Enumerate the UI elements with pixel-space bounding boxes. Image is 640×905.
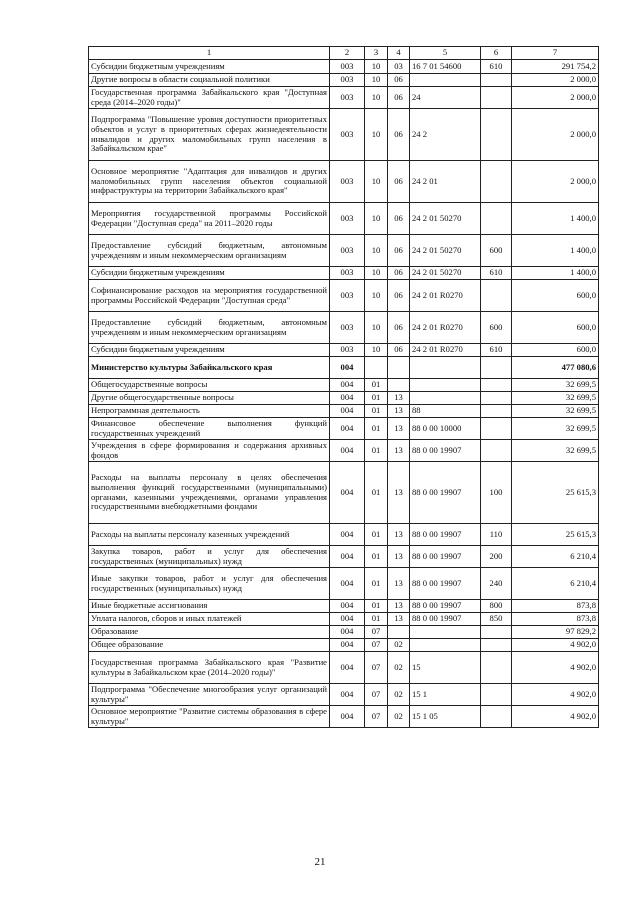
row-subsection-code (388, 626, 410, 639)
table-row (89, 357, 599, 379)
row-name: Предоставление субсидий бюджетным, автономным учреждениям и иным некоммерческим организациям (89, 235, 330, 267)
row-section-code: 07 (365, 652, 388, 684)
row-amount: 4 902,0 (512, 652, 599, 684)
row-expense-type: 610 (481, 60, 512, 74)
row-admin-code: 004 (330, 568, 365, 600)
row-amount: 4 902,0 (512, 684, 599, 706)
header-col-expense-type: 6 (481, 47, 512, 60)
table-row (89, 161, 599, 203)
row-target-code (410, 357, 481, 379)
row-section-code: 01 (365, 524, 388, 546)
row-expense-type: 600 (481, 235, 512, 267)
table-row (89, 392, 599, 405)
row-subsection-code: 02 (388, 706, 410, 728)
row-subsection-code: 06 (388, 344, 410, 357)
table-row (89, 418, 599, 440)
row-section-code (365, 357, 388, 379)
row-subsection-code (388, 357, 410, 379)
row-expense-type: 610 (481, 267, 512, 280)
table-row (89, 568, 599, 600)
row-amount: 873,8 (512, 613, 599, 626)
row-expense-type: 610 (481, 344, 512, 357)
row-expense-type (481, 379, 512, 392)
table-row (89, 87, 599, 109)
row-section-code: 10 (365, 161, 388, 203)
row-target-code: 88 0 00 19907 (410, 546, 481, 568)
row-section-code: 10 (365, 344, 388, 357)
row-target-code: 88 0 00 19907 (410, 524, 481, 546)
row-name: Образование (89, 626, 330, 639)
row-subsection-code: 06 (388, 74, 410, 87)
row-expense-type (481, 392, 512, 405)
table-row (89, 613, 599, 626)
table-row (89, 639, 599, 652)
table-row (89, 235, 599, 267)
row-admin-code: 004 (330, 462, 365, 524)
row-name: Другие вопросы в области социальной политики (89, 74, 330, 87)
row-name: Министерство культуры Забайкальского края (89, 357, 330, 379)
row-section-code: 10 (365, 87, 388, 109)
row-amount: 2 000,0 (512, 74, 599, 87)
row-expense-type: 800 (481, 600, 512, 613)
row-admin-code: 004 (330, 418, 365, 440)
row-admin-code: 004 (330, 392, 365, 405)
row-expense-type: 110 (481, 524, 512, 546)
row-section-code: 10 (365, 280, 388, 312)
row-target-code: 15 1 05 (410, 706, 481, 728)
row-admin-code: 004 (330, 440, 365, 462)
row-expense-type (481, 652, 512, 684)
row-admin-code: 003 (330, 60, 365, 74)
table-row (89, 267, 599, 280)
row-expense-type: 600 (481, 312, 512, 344)
row-target-code: 88 0 00 19907 (410, 600, 481, 613)
row-section-code: 10 (365, 60, 388, 74)
row-section-code: 10 (365, 235, 388, 267)
row-subsection-code: 06 (388, 267, 410, 280)
row-target-code: 24 2 01 R0270 (410, 344, 481, 357)
row-admin-code: 003 (330, 109, 365, 161)
row-amount: 25 615,3 (512, 524, 599, 546)
row-expense-type (481, 280, 512, 312)
row-subsection-code (388, 379, 410, 392)
row-admin-code: 003 (330, 161, 365, 203)
row-name: Субсидии бюджетным учреждениям (89, 60, 330, 74)
row-amount: 600,0 (512, 312, 599, 344)
header-col-section: 3 (365, 47, 388, 60)
row-section-code: 01 (365, 379, 388, 392)
row-subsection-code: 13 (388, 418, 410, 440)
row-subsection-code: 13 (388, 613, 410, 626)
header-col-admin: 2 (330, 47, 365, 60)
row-section-code: 10 (365, 203, 388, 235)
row-target-code: 24 2 01 (410, 161, 481, 203)
row-target-code: 16 7 01 54600 (410, 60, 481, 74)
row-subsection-code: 06 (388, 87, 410, 109)
row-subsection-code: 06 (388, 109, 410, 161)
row-target-code: 88 0 00 19907 (410, 613, 481, 626)
row-subsection-code: 02 (388, 639, 410, 652)
row-subsection-code: 06 (388, 203, 410, 235)
row-target-code (410, 74, 481, 87)
row-subsection-code: 13 (388, 405, 410, 418)
row-name: Основное мероприятие "Развитие системы образования в сфере культуры" (89, 706, 330, 728)
row-name: Иные закупки товаров, работ и услуг для обеспечения государственных (муниципальных) нужд (89, 568, 330, 600)
row-section-code: 01 (365, 546, 388, 568)
table-row (89, 652, 599, 684)
row-amount: 32 699,5 (512, 392, 599, 405)
row-admin-code: 004 (330, 357, 365, 379)
row-subsection-code: 06 (388, 312, 410, 344)
row-subsection-code: 06 (388, 235, 410, 267)
row-expense-type: 100 (481, 462, 512, 524)
row-name: Общегосударственные вопросы (89, 379, 330, 392)
row-admin-code: 004 (330, 546, 365, 568)
row-section-code: 10 (365, 267, 388, 280)
row-amount: 32 699,5 (512, 379, 599, 392)
row-subsection-code: 13 (388, 524, 410, 546)
row-amount: 4 902,0 (512, 639, 599, 652)
row-expense-type: 850 (481, 613, 512, 626)
page-number: 21 (314, 856, 326, 868)
row-target-code: 15 (410, 652, 481, 684)
row-subsection-code: 13 (388, 568, 410, 600)
row-name: Подпрограмма "Повышение уровня доступности приоритетных объектов и услуг в приоритетных сферах жизнедеятельности инвалидов и других маломобильных групп населения в Забайкальском крае" (89, 109, 330, 161)
row-admin-code: 004 (330, 706, 365, 728)
row-subsection-code: 13 (388, 600, 410, 613)
row-amount: 6 210,4 (512, 568, 599, 600)
table-row (89, 546, 599, 568)
row-expense-type (481, 684, 512, 706)
row-expense-type: 200 (481, 546, 512, 568)
row-amount: 2 000,0 (512, 87, 599, 109)
row-section-code: 01 (365, 418, 388, 440)
row-section-code: 01 (365, 405, 388, 418)
row-amount: 32 699,5 (512, 405, 599, 418)
row-amount: 873,8 (512, 600, 599, 613)
table-row (89, 379, 599, 392)
row-name: Расходы на выплаты персоналу в целях обеспечения выполнения функций государственными (муниципальными) органами, казенными учреждениями, органами управления государственными внебюджетными фондами (89, 462, 330, 524)
row-section-code: 01 (365, 600, 388, 613)
header-col-target: 5 (410, 47, 481, 60)
row-admin-code: 004 (330, 684, 365, 706)
row-expense-type: 240 (481, 568, 512, 600)
row-subsection-code: 13 (388, 440, 410, 462)
row-section-code: 10 (365, 109, 388, 161)
row-name: Софинансирование расходов на мероприятия государственной программы Российской Федерации "Доступная среда" (89, 280, 330, 312)
row-amount: 2 000,0 (512, 161, 599, 203)
row-amount: 32 699,5 (512, 418, 599, 440)
row-name: Расходы на выплаты персоналу казенных учреждений (89, 524, 330, 546)
row-admin-code: 004 (330, 639, 365, 652)
row-expense-type (481, 706, 512, 728)
row-section-code: 10 (365, 312, 388, 344)
row-target-code: 15 1 (410, 684, 481, 706)
row-expense-type (481, 626, 512, 639)
row-target-code: 24 (410, 87, 481, 109)
row-section-code: 07 (365, 706, 388, 728)
row-name: Субсидии бюджетным учреждениям (89, 267, 330, 280)
row-target-code: 24 2 01 50270 (410, 235, 481, 267)
row-amount: 291 754,2 (512, 60, 599, 74)
row-target-code: 24 2 (410, 109, 481, 161)
row-target-code: 24 2 01 R0270 (410, 312, 481, 344)
row-name: Финансовое обеспечение выполнения функций государственных учреждений (89, 418, 330, 440)
row-section-code: 01 (365, 440, 388, 462)
row-admin-code: 003 (330, 235, 365, 267)
row-name: Государственная программа Забайкальского края "Развитие культуры в Забайкальском крае (2014–2020 годы)" (89, 652, 330, 684)
row-expense-type (481, 418, 512, 440)
row-subsection-code: 13 (388, 546, 410, 568)
row-subsection-code: 13 (388, 462, 410, 524)
row-amount: 1 400,0 (512, 235, 599, 267)
header-col-subsection: 4 (388, 47, 410, 60)
table-row (89, 706, 599, 728)
table-row (89, 684, 599, 706)
row-name: Учреждения в сфере формирования и содержания архивных фондов (89, 440, 330, 462)
row-amount: 477 080,6 (512, 357, 599, 379)
row-section-code: 01 (365, 613, 388, 626)
row-target-code (410, 639, 481, 652)
row-amount: 600,0 (512, 280, 599, 312)
row-name: Непрограммная деятельность (89, 405, 330, 418)
table-row (89, 600, 599, 613)
row-name: Иные бюджетные ассигнования (89, 600, 330, 613)
row-section-code: 07 (365, 684, 388, 706)
row-amount: 1 400,0 (512, 203, 599, 235)
row-admin-code: 003 (330, 87, 365, 109)
row-expense-type (481, 440, 512, 462)
table-row (89, 60, 599, 74)
header-col-name: 1 (89, 47, 330, 60)
table-row (89, 440, 599, 462)
row-section-code: 10 (365, 74, 388, 87)
row-admin-code: 004 (330, 524, 365, 546)
row-target-code: 24 2 01 50270 (410, 267, 481, 280)
table-row (89, 74, 599, 87)
row-expense-type (481, 109, 512, 161)
table-row (89, 203, 599, 235)
row-admin-code: 003 (330, 344, 365, 357)
table-body (89, 60, 599, 728)
row-admin-code: 004 (330, 405, 365, 418)
row-target-code (410, 626, 481, 639)
row-name: Предоставление субсидий бюджетным, автономным учреждениям и иным некоммерческим организациям (89, 312, 330, 344)
row-subsection-code: 03 (388, 60, 410, 74)
row-section-code: 01 (365, 462, 388, 524)
row-target-code: 88 (410, 405, 481, 418)
row-section-code: 07 (365, 626, 388, 639)
row-expense-type (481, 74, 512, 87)
row-subsection-code: 06 (388, 280, 410, 312)
table-row (89, 462, 599, 524)
row-admin-code: 004 (330, 626, 365, 639)
row-amount: 25 615,3 (512, 462, 599, 524)
row-target-code: 88 0 00 10000 (410, 418, 481, 440)
row-amount: 6 210,4 (512, 546, 599, 568)
header-col-amount: 7 (512, 47, 599, 60)
row-expense-type (481, 639, 512, 652)
row-target-code (410, 379, 481, 392)
row-target-code (410, 392, 481, 405)
table-row (89, 109, 599, 161)
row-admin-code: 004 (330, 652, 365, 684)
budget-table (88, 46, 599, 728)
row-name: Другие общегосударственные вопросы (89, 392, 330, 405)
table-row (89, 344, 599, 357)
table-row (89, 405, 599, 418)
row-expense-type (481, 87, 512, 109)
row-admin-code: 004 (330, 600, 365, 613)
row-name: Подпрограмма "Обеспечение многообразия услуг организаций культуры" (89, 684, 330, 706)
row-expense-type (481, 203, 512, 235)
row-target-code: 88 0 00 19907 (410, 568, 481, 600)
table-row (89, 280, 599, 312)
row-expense-type (481, 405, 512, 418)
row-admin-code: 004 (330, 379, 365, 392)
row-amount: 1 400,0 (512, 267, 599, 280)
row-name: Общее образование (89, 639, 330, 652)
row-name: Субсидии бюджетным учреждениям (89, 344, 330, 357)
header-row (89, 47, 599, 60)
row-admin-code: 003 (330, 74, 365, 87)
row-section-code: 01 (365, 568, 388, 600)
row-subsection-code: 02 (388, 652, 410, 684)
row-amount: 97 829,2 (512, 626, 599, 639)
row-name: Основное мероприятие "Адаптация для инвалидов и других маломобильных групп населения объектов социальной инфраструктуры на территории Забайкальского края" (89, 161, 330, 203)
row-expense-type (481, 161, 512, 203)
row-name: Мероприятия государственной программы Российской Федерации "Доступная среда" на 2011–2020 годы (89, 203, 330, 235)
row-amount: 4 902,0 (512, 706, 599, 728)
row-subsection-code: 06 (388, 161, 410, 203)
table-row (89, 312, 599, 344)
row-target-code: 88 0 00 19907 (410, 440, 481, 462)
row-section-code: 01 (365, 392, 388, 405)
row-amount: 32 699,5 (512, 440, 599, 462)
row-name: Уплата налогов, сборов и иных платежей (89, 613, 330, 626)
row-amount: 2 000,0 (512, 109, 599, 161)
row-section-code: 07 (365, 639, 388, 652)
row-admin-code: 003 (330, 267, 365, 280)
row-target-code: 88 0 00 19907 (410, 462, 481, 524)
row-name: Закупка товаров, работ и услуг для обеспечения государственных (муниципальных) нужд (89, 546, 330, 568)
row-target-code: 24 2 01 R0270 (410, 280, 481, 312)
row-admin-code: 003 (330, 203, 365, 235)
row-name: Государственная программа Забайкальского края "Доступная среда (2014–2020 годы)" (89, 87, 330, 109)
row-subsection-code: 02 (388, 684, 410, 706)
row-subsection-code: 13 (388, 392, 410, 405)
table-row (89, 626, 599, 639)
row-admin-code: 003 (330, 280, 365, 312)
row-admin-code: 003 (330, 312, 365, 344)
row-amount: 600,0 (512, 344, 599, 357)
row-admin-code: 004 (330, 613, 365, 626)
table-row (89, 524, 599, 546)
row-expense-type (481, 357, 512, 379)
row-target-code: 24 2 01 50270 (410, 203, 481, 235)
